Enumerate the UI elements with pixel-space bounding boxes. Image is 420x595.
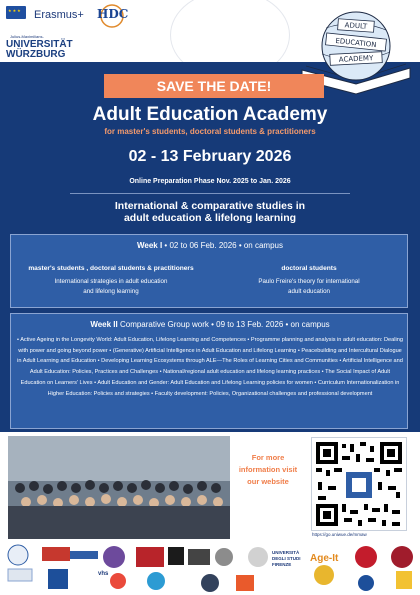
more-info-line-3: our website — [247, 477, 289, 486]
partner-logo-17 — [201, 574, 219, 592]
partner-logos — [0, 541, 420, 595]
website-url[interactable]: https://go.uniwue.de/mmaw — [312, 532, 367, 537]
theme-line-2: adult education & lifelong learning — [123, 212, 297, 224]
week1-left-line-1: International strategies in adult education — [54, 278, 168, 285]
partner-logo-1 — [8, 545, 28, 565]
university-small-text: Julius-Maximilians- — [10, 34, 44, 39]
theme-heading — [60, 200, 360, 224]
partner-logo-16 — [147, 572, 165, 590]
event-dates: 02 - 13 February 2026 — [128, 148, 292, 165]
group-photo — [8, 436, 230, 539]
partner-logo-3 — [42, 547, 70, 561]
book-word-adult — [338, 19, 375, 32]
more-info-line-1: For more — [251, 453, 285, 462]
week2-detail: Comparative Group work • 09 to 13 Feb. 2026 • on campus — [119, 320, 330, 329]
firenze-line-1: UNIVERSITÀ — [272, 550, 300, 555]
partner-logo-20 — [396, 571, 412, 589]
page-title: Adult Education Academy — [92, 104, 328, 125]
firenze-line-2: DEGLI STUDI — [272, 556, 301, 561]
erasmus-logo: Erasmus+ — [34, 9, 84, 21]
partner-logo-15 — [110, 573, 126, 589]
partner-logo-10 — [215, 548, 233, 566]
week1-panel — [10, 234, 408, 308]
theme-line-1: International & comparative studies in — [114, 200, 306, 212]
partner-logo-6 — [103, 546, 125, 568]
hdc-logo — [97, 3, 127, 29]
week1-right-line-1: Paulo Freire's theory for international — [258, 278, 360, 285]
partner-logo-7 — [136, 547, 164, 567]
age-it-logo: Age-It — [310, 553, 339, 564]
partner-logo-19 — [358, 575, 374, 591]
page-subtitle: for master's students, doctoral students & practitioners — [104, 127, 316, 136]
week1-right-column — [209, 265, 409, 297]
week1-left-heading: master's students , doctoral students & practitioners — [28, 265, 194, 272]
partner-logo-5 — [48, 569, 68, 589]
week1-label: Week I — [136, 241, 163, 250]
week2-heading — [11, 320, 409, 329]
partner-logo-13 — [355, 546, 377, 568]
book-word-academy — [330, 52, 383, 66]
partner-logo-14 — [391, 546, 413, 568]
week1-heading — [11, 241, 409, 250]
partner-logo-8 — [168, 547, 184, 565]
week1-left-line-2: and lifelong learning — [83, 288, 139, 295]
vhs-logo-text: vhs — [98, 571, 109, 577]
partner-logo-9 — [188, 549, 210, 565]
svg-text:ACADEMY: ACADEMY — [338, 54, 374, 64]
more-info-line-2: information visit — [238, 465, 298, 474]
week2-topics: • Active Ageing in the Longevity World: Adult Education, Lifelong Learning and Competences • Programme planning and analysis in adult education: Dealing with power and going beyond power • (Generative) Artificial Intelligence in Adult Education and Lifelong Learning • Peacebuilding and Intercultural Dialogue in Adult Learning and Education • Developing Learning Ecosystems through ALE—The Roles of Learning Cities and Communities • Artificial Intelligence and Adult Education: Policies, Practices and Challenges • National/regional adult education and lifelong learning practices • The Social Impact of Adult Education on Learners' Lives • Adult Education and Gender: Adult Education and Lifelong Learning policies for women • Curriculum Internationalization in Higher Education: Policies and strategies • Faculty development: Policies, Organizational challenges and professional development — [17, 337, 403, 397]
save-the-date-label: SAVE THE DATE! — [104, 74, 324, 98]
svg-text:EDUCATION: EDUCATION — [335, 36, 377, 50]
partner-logo-4 — [70, 551, 98, 559]
more-info-text[interactable] — [236, 452, 300, 488]
partner-logo-2 — [8, 569, 32, 581]
divider — [70, 193, 350, 194]
partner-logo-11 — [248, 547, 268, 567]
partner-logo-18 — [236, 575, 254, 591]
preparation-phase: Online Preparation Phase Nov. 2025 to Jan. 2026 — [129, 178, 291, 185]
week2-panel — [10, 313, 408, 429]
week2-label: Week II — [90, 320, 118, 329]
week1-right-heading: doctoral students — [281, 265, 337, 272]
week1-detail: • 02 to 06 Feb. 2026 • on campus — [164, 241, 283, 250]
svg-text:ADULT: ADULT — [344, 21, 368, 31]
university-name: UNIVERSITÄT WÜRZBURG — [6, 39, 73, 60]
week1-left-column — [11, 265, 211, 297]
qr-code[interactable] — [311, 437, 407, 531]
partner-logo-12 — [314, 565, 334, 585]
firenze-line-3: FIRENZE — [272, 562, 292, 567]
hdc-text: HDC — [97, 7, 129, 21]
week1-right-line-2: adult education — [288, 288, 330, 295]
eu-flag-icon — [6, 6, 26, 19]
